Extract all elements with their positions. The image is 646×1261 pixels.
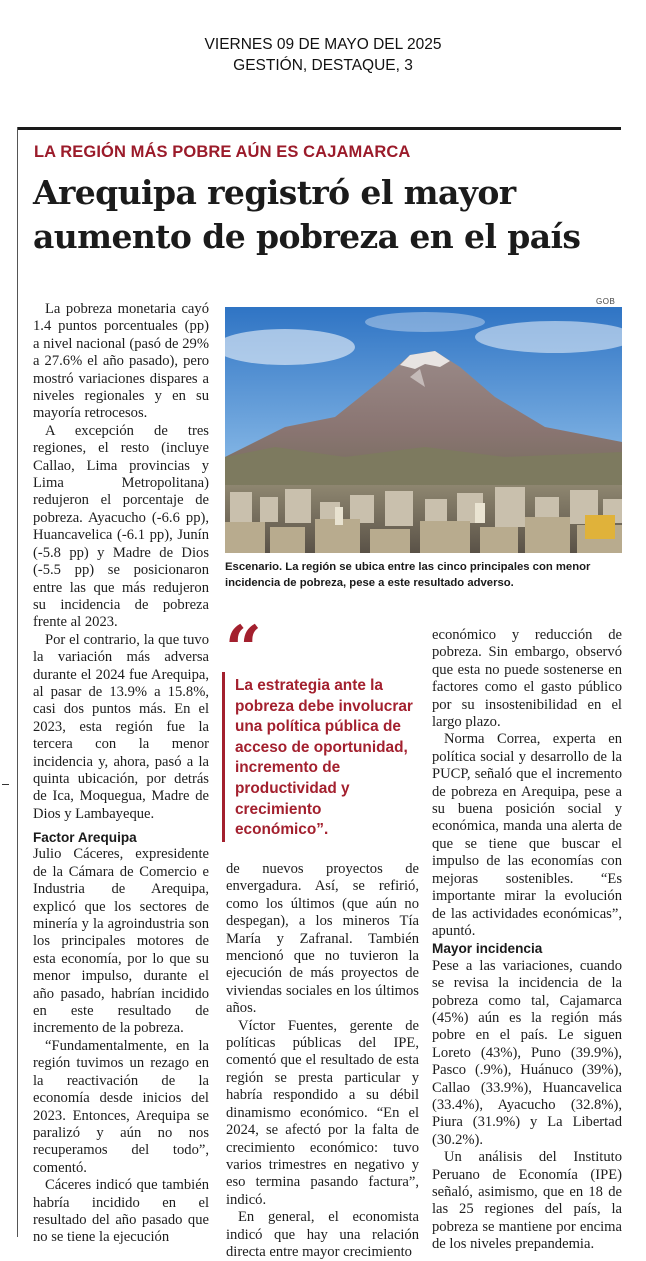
caption-text: La región se ubica entre las cinco principales con menor incidencia de pobreza, pese a este resultado adverso. [225, 561, 591, 589]
body-paragraph: En general, el economista indicó que hay una relación directa entre mayor crecimiento [226, 1209, 419, 1260]
dateline-date: VIERNES 09 DE MAYO DEL 2025 [204, 36, 442, 53]
photo-caption [225, 559, 622, 591]
pull-quote-bar [222, 672, 225, 842]
body-paragraph: Pese a las variaciones, cuando se revisa la incidencia de la pobreza como tal, Cajamarca (45%) aún es la región más pobre en el país. Le siguen Loreto (43%), Puno (39.9%), Pasco (.9%), Huánuco (39%), Callao (33.9%), Huancavelica (33.4%), Ayacucho (32.8%), Piura (31.9%) y La Libertad (30.2%). [432, 957, 622, 1148]
body-paragraph: Cáceres indicó que también habría incidido en el resultado del año pasado que no se tiene la ejecución [33, 1177, 209, 1246]
body-paragraph: económico y reducción de pobreza. Sin embargo, observó que esta no puede sostenerse en factores como el gasto público por su insostenibilidad en el largo plazo. [432, 627, 622, 731]
body-paragraph: Por el contrario, la que tuvo la variación más adversa durante el 2024 fue Arequipa, al pasar de 13.9% a 15.8%, casi dos puntos más. En el 2023, esta región fue la tercera con la menor incidencia y, ahora, pasó a la quinta ubicación, por detrás de Ica, Moquegua, Madre de Dios y Lambayeque. [33, 631, 209, 822]
kicker: LA REGIÓN MÁS POBRE AÚN ES CAJAMARCA [34, 143, 411, 161]
left-column-rule [17, 127, 18, 1237]
headline-line-1: Arequipa registró el mayor [33, 173, 516, 212]
headline-line-2: aumento de pobreza en el país [33, 217, 581, 256]
column-1-top [33, 301, 209, 823]
headline [33, 171, 633, 259]
dateline-section: GESTIÓN, DESTAQUE, 3 [233, 57, 413, 74]
body-paragraph: La pobreza monetaria cayó 1.4 puntos porcentuales (pp) a nivel nacional (pasó de 29% a 27.6% el año pasado), pero mostró variaciones dispares a niveles regionales y en su mayoría retrocesos. [33, 301, 209, 422]
caption-lead: Escenario. [225, 561, 283, 573]
body-paragraph: Norma Correa, experta en política social y desarrollo de la PUCP, señaló que el incremento de pobreza en Arequipa, pese a su buena posición social y económica, manda una alerta de que se tiene que buscar el impulso de las economías con mejoras sostenibles. “Es importante mirar la evolución de las actividades económicas”, apuntó. [432, 731, 622, 939]
column-3 [432, 627, 622, 1254]
body-paragraph: Víctor Fuentes, gerente de políticas públicas del IPE, comentó que el resultado de esta región se presta particular y habría respondido a su débil dinamismo económico. “En el 2024, se afectó por la falta de crecimiento económico: tuvo varios trimestres en negativo y eso termina pasando factura”, indicó. [226, 1017, 419, 1208]
body-paragraph: Julio Cáceres, expresidente de la Cámara de Comercio e Industria de Arequipa, explicó que los sectores de minería y la agroindustria son los principales motores de esta economía, por lo que su menor impulso, durante el año pasado, habrían incidido en este resultado de incremento de la pobreza. [33, 846, 209, 1037]
body-paragraph: “Fundamentalmente, en la región tuvimos un rezago en la reactivación de la economía desde inicios del 2023. Entonces, Arequipa se paralizó y aún no nos recuperamos del todo”, comentó. [33, 1037, 209, 1176]
top-rule [17, 127, 621, 130]
photo-misti-volcano [225, 307, 622, 553]
subheading: Mayor incidencia [432, 941, 543, 957]
pull-quote: La estrategia ante la pobreza debe involucrar una política pública de acceso de oportunidad, incremento de productividad y crecimiento económico”. [235, 677, 413, 839]
margin-tick [2, 784, 9, 785]
body-paragraph: Un análisis del Instituto Peruano de Economía (IPE) señaló, asimismo, que en 18 de las 25 regiones del país, la pobreza se mantiene por encima de los niveles prepandemia. [432, 1149, 622, 1253]
dateline [0, 34, 646, 76]
quote-mark-icon: “ [225, 612, 262, 687]
photo-credit: GOB [596, 297, 616, 306]
body-paragraph: de nuevos proyectos de envergadura. Así, se refirió, como los últimos (que aún no despegan), a los mineros Tía María y Zafranal. También mencionó que no tuvieron la ejecución de más proyectos de viviendas sociales en los últimos años. [226, 861, 419, 1017]
column-1-bottom [33, 829, 209, 1247]
body-paragraph: A excepción de tres regiones, el resto (incluye Callao, Lima provincias y Lima Metropolitana) redujeron el porcentaje de pobreza. Ayacucho (-6.6 pp), Huancavelica (-6.1 pp), Junín (-5.8 pp) y Madre de Dios (-5.5 pp) se posicionaron entre las que más redujeron su incidencia de pobreza frente al 2023. [33, 422, 209, 631]
column-2 [226, 861, 419, 1261]
subheading: Factor Arequipa [33, 830, 137, 845]
